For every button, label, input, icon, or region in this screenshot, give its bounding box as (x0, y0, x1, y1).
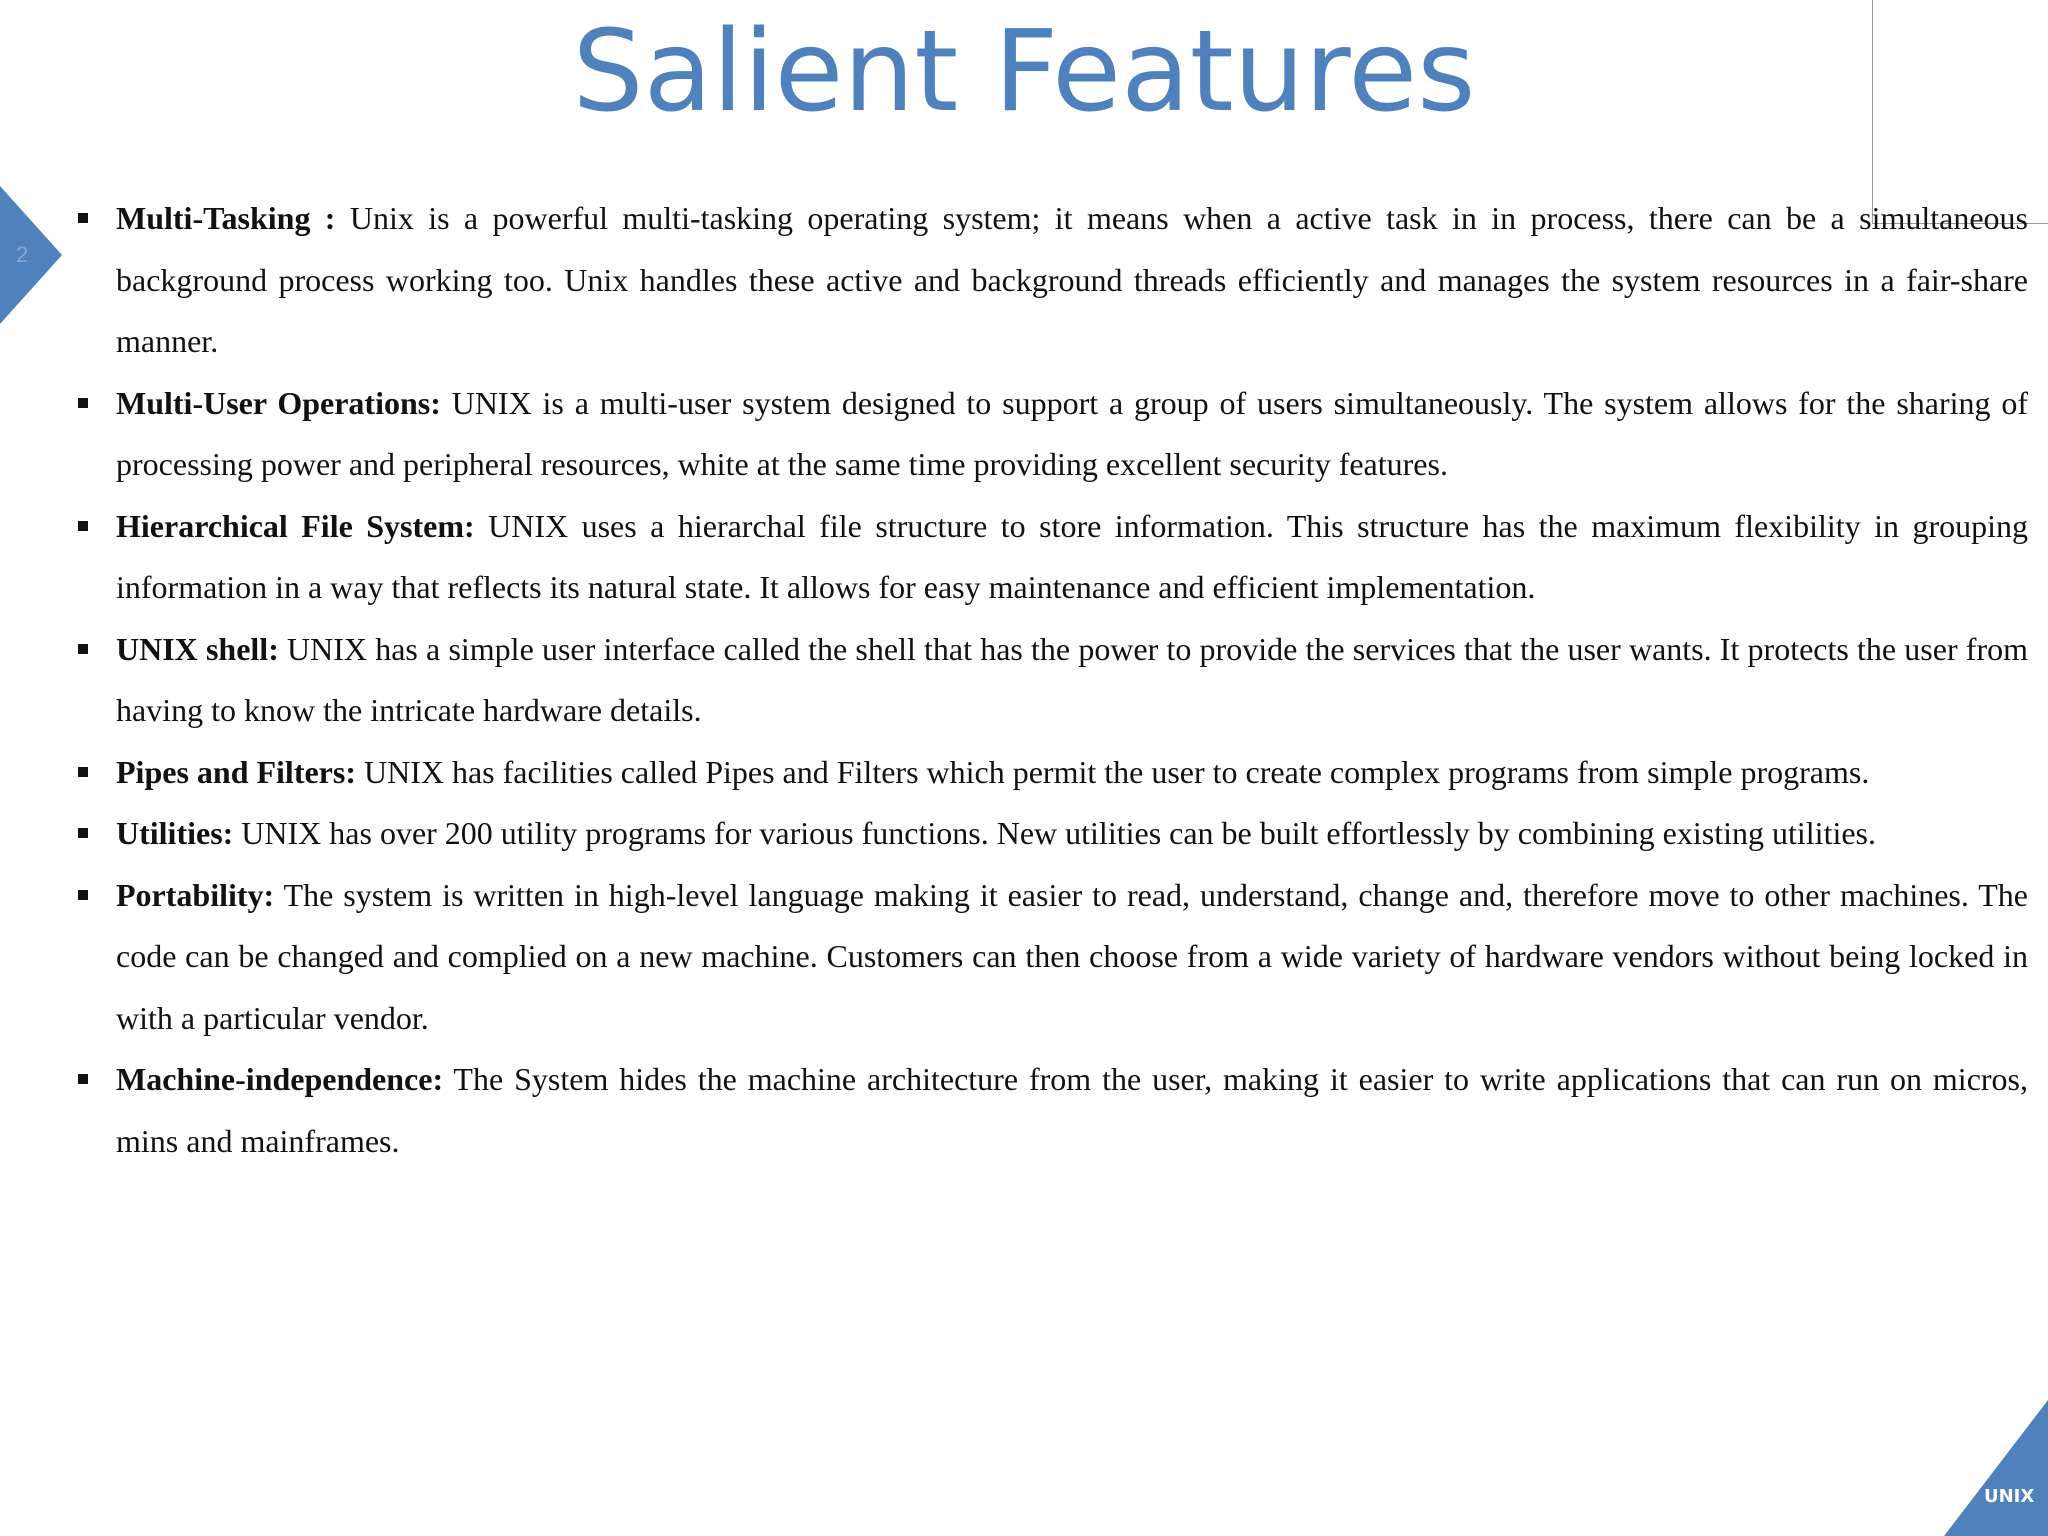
feature-description: UNIX has over 200 utility programs for various functions. New utilities can be built effortlessly by combining existing utilities. (233, 815, 1876, 851)
feature-term: Machine-independence: (116, 1061, 444, 1097)
square-bullet-icon (78, 1074, 88, 1084)
slide-number: 2 (16, 242, 29, 267)
feature-term: Multi-Tasking : (116, 200, 336, 236)
footer-corner-triangle-shape (1944, 1400, 2048, 1536)
feature-description: The System hides the machine architecture from the user, making it easier to write applications that can run on micros, mins and mainframes. (116, 1061, 2028, 1159)
square-bullet-icon (78, 767, 88, 777)
square-bullet-icon (78, 890, 88, 900)
feature-list (76, 188, 2028, 1172)
feature-item-portability (76, 865, 2028, 1050)
feature-item-hierarchical-file-system (76, 496, 2028, 619)
feature-item-multi-tasking (76, 188, 2028, 373)
feature-description: UNIX is a multi-user system designed to support a group of users simultaneously. The system allows for the sharing of processing power and peripheral resources, white at the same time providing excellent security features. (116, 384, 2029, 482)
footer-label: UNIX (1984, 1486, 2035, 1507)
feature-term: Hierarchical File System: (116, 507, 475, 544)
feature-description: Unix is a powerful multi-tasking operating system; it means when a active task in in process, there can be a simultaneous background process working too. Unix handles these active and background threads efficiently and manages the system resources in a fair-share manner. (116, 200, 2029, 359)
feature-term: Pipes and Filters: (116, 753, 356, 790)
square-bullet-icon (78, 644, 88, 654)
feature-description: The system is written in high-level language making it easier to read, understand, change and, therefore move to other machines. The code can be changed and complied on a new machine. Customers can then choose from a wide variety of hardware vendors without being locked in with a particular vendor. (116, 876, 2028, 1036)
feature-description: UNIX has facilities called Pipes and Filters which permit the user to create complex programs from simple programs. (355, 753, 1870, 790)
slide-title-container (0, 0, 2048, 142)
feature-description: UNIX uses a hierarchal file structure to store information. This structure has the maximum flexibility in grouping information in a way that reflects its natural state. It allows for easy maintenance and efficient implementation. (116, 507, 2029, 605)
feature-term: Portability: (116, 876, 275, 913)
slide-title: Salient Features (572, 7, 1476, 137)
feature-term: Multi-User Operations: (116, 384, 441, 421)
feature-item-multi-user (76, 373, 2028, 496)
slide-number-tab (0, 186, 62, 324)
feature-item-machine-independence (76, 1049, 2028, 1172)
feature-item-utilities (76, 803, 2028, 865)
feature-description: UNIX has a simple user interface called the shell that has the power to provide the services that the user wants. It protects the user from having to know the intricate hardware details. (116, 630, 2029, 728)
feature-term: UNIX shell: (116, 630, 279, 667)
feature-item-unix-shell (76, 619, 2028, 742)
square-bullet-icon (78, 828, 88, 838)
square-bullet-icon (78, 398, 88, 408)
square-bullet-icon (78, 521, 88, 531)
feature-list-container (76, 188, 2028, 1172)
feature-item-pipes-and-filters (76, 742, 2028, 804)
footer-corner-triangle (1944, 1400, 2048, 1536)
feature-term: Utilities: (116, 815, 234, 851)
square-bullet-icon (78, 213, 88, 223)
slide-number-tab-shape (0, 186, 62, 324)
